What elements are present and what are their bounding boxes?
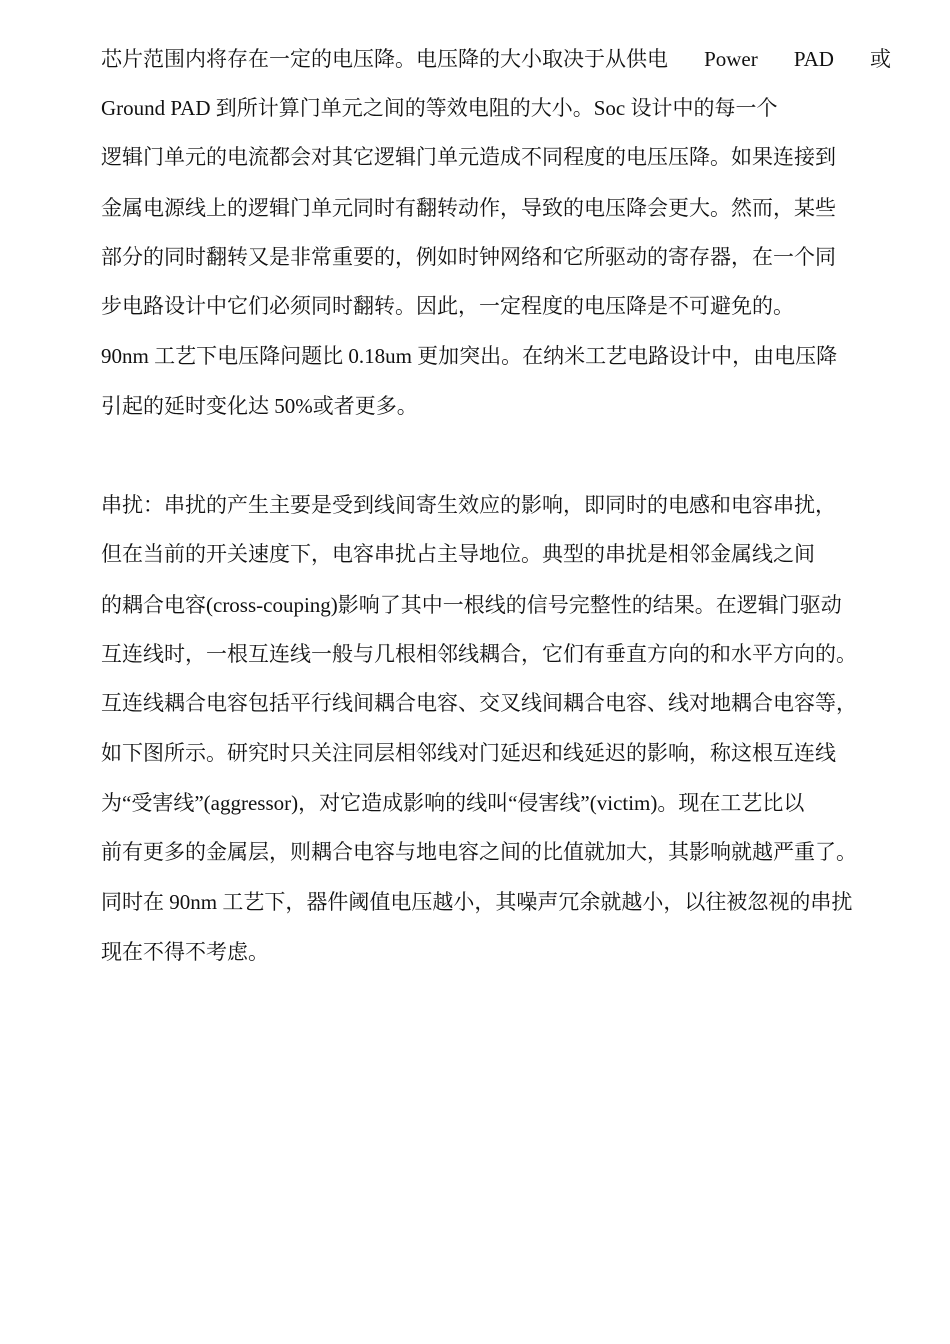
paragraph-1-line-1 [101, 43, 891, 75]
paragraph-2-line-3: 的耦合电容(cross-couping)影响了其中一根线的信号完整性的结果。在逻辑门驱动 [101, 593, 842, 617]
paragraph-1-line-2: Ground PAD 到所计算门单元之间的等效电阻的大小。Soc 设计中的每一个 [101, 96, 778, 120]
paragraph-1-line-8: 引起的延时变化达 50%或者更多。 [101, 394, 418, 418]
paragraph-1-line-6: 步电路设计中它们必须同时翻转。因此，一定程度的电压降是不可避免的。 [101, 294, 794, 318]
text-segment: PAD [793, 47, 834, 71]
paragraph-2-line-7: 为“受害线”(aggressor)，对它造成影响的线叫“侵害线”(victim)。现在工艺比以 [101, 791, 805, 815]
paragraph-1-line-7: 90nm 工艺下电压降问题比 0.18um 更加突出。在纳米工艺电路设计中，由电压降 [101, 344, 838, 368]
paragraph-2-line-2: 但在当前的开关速度下，电容串扰占主导地位。典型的串扰是相邻金属线之间 [101, 542, 815, 566]
paragraph-2-line-10: 现在不得不考虑。 [101, 940, 269, 964]
paragraph-2-line-5: 互连线耦合电容包括平行线间耦合电容、交叉线间耦合电容、线对地耦合电容等， [101, 691, 857, 715]
paragraph-1-line-3: 逻辑门单元的电流都会对其它逻辑门单元造成不同程度的电压压降。如果连接到 [101, 145, 836, 169]
paragraph-2-line-9: 同时在 90nm 工艺下，器件阈值电压越小，其噪声冗余就越小，以往被忽视的串扰 [101, 890, 853, 914]
text-segment: 芯片范围内将存在一定的电压降。电压降的大小取决于从供电 [101, 47, 668, 71]
paragraph-2-line-8: 前有更多的金属层，则耦合电容与地电容之间的比值就加大，其影响就越严重了。 [101, 840, 857, 864]
text-segment: Power [704, 47, 758, 71]
text-segment: 或 [870, 47, 891, 71]
paragraph-2-line-1: 串扰：串扰的产生主要是受到线间寄生效应的影响，即同时的电感和电容串扰， [101, 493, 836, 517]
paragraph-1-line-5: 部分的同时翻转又是非常重要的，例如时钟网络和它所驱动的寄存器，在一个同 [101, 245, 836, 269]
paragraph-2-line-6: 如下图所示。研究时只关注同层相邻线对门延迟和线延迟的影响，称这根互连线 [101, 741, 836, 765]
paragraph-2-line-4: 互连线时，一根互连线一般与几根相邻线耦合，它们有垂直方向的和水平方向的。 [101, 642, 857, 666]
paragraph-1-line-4: 金属电源线上的逻辑门单元同时有翻转动作，导致的电压降会更大。然而，某些 [101, 196, 836, 220]
